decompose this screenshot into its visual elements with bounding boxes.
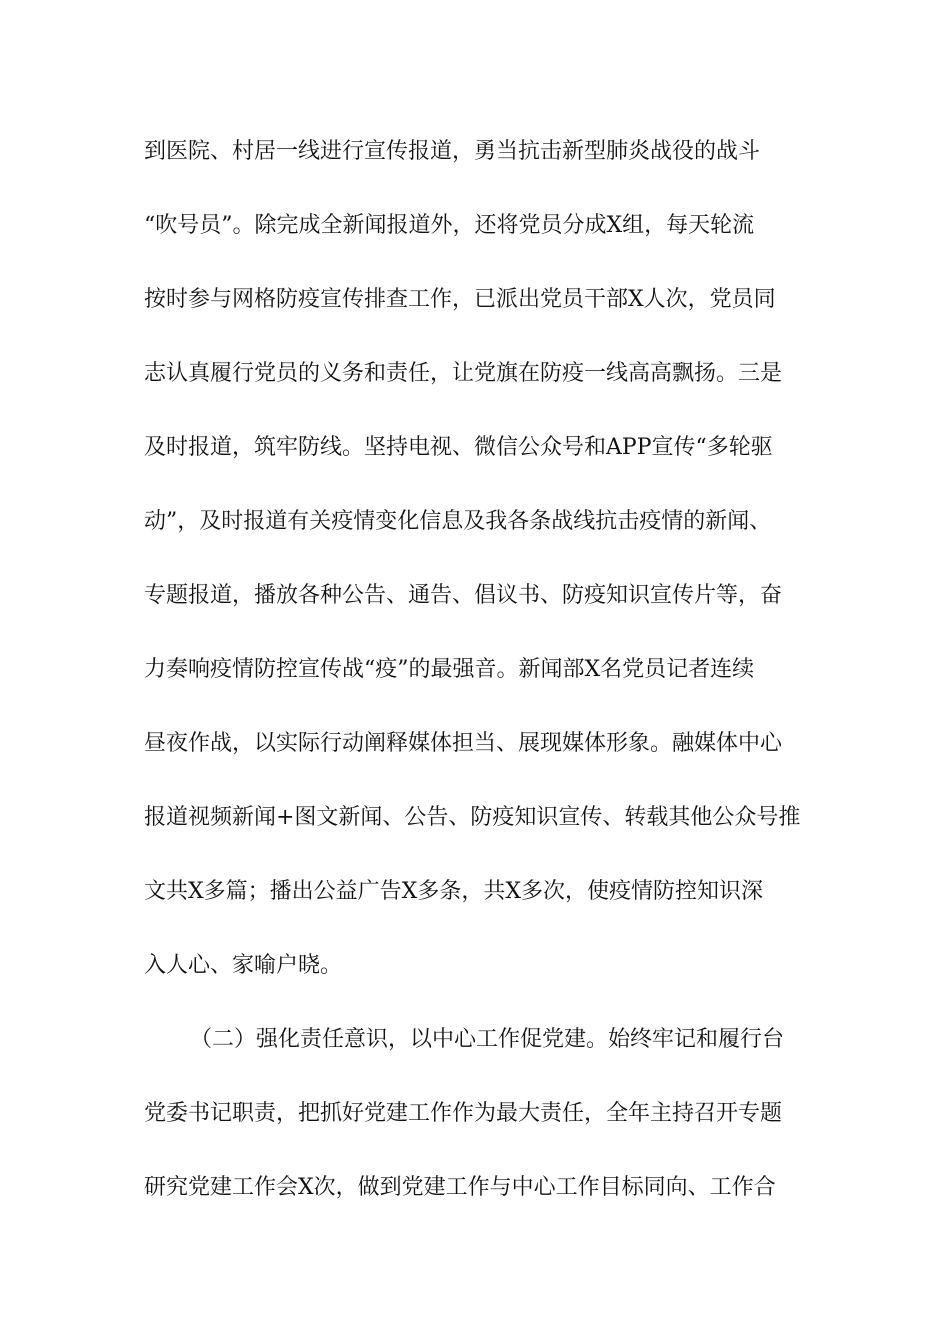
paragraph-line: 报道视频新闻+图文新闻、公告、防疫知识宣传、转载其他公众号推 (144, 805, 801, 830)
paragraph-line: “吹号员”。除完成全新闻报道外，还将党员分成X组，每天轮流 (144, 213, 755, 238)
paragraph-line: 研究党建工作会X次，做到党建工作与中心工作目标同向、工作合 (144, 1175, 776, 1200)
paragraph-line: 昼夜作战，以实际行动阐释媒体担当、展现媒体形象。融媒体中心 (144, 731, 783, 756)
paragraph-line: 专题报道，播放各种公告、通告、倡议书、防疫知识宣传片等，奋 (144, 583, 783, 608)
paragraph-line: 到医院、村居一线进行宣传报道，勇当抗击新型肺炎战役的战斗 (144, 139, 761, 164)
paragraph-line: 按时参与网格防疫宣传排查工作，已派出党员干部X人次，党员同 (144, 287, 776, 312)
paragraph-line: 力奏响疫情防控宣传战“疫”的最强音。新闻部X名党员记者连续 (144, 657, 755, 682)
paragraph-line: 动”，及时报道有关疫情变化信息及我各条战线抗击疫情的新闻、 (144, 509, 772, 534)
paragraph-line: 及时报道，筑牢防线。坚持电视、微信公众号和APP宣传“多轮驱 (144, 435, 773, 460)
paragraph-line: 志认真履行党员的义务和责任，让党旗在防疫一线高高飘扬。三是 (144, 361, 783, 386)
paragraph-line: 入人心、家喻户晓。 (144, 953, 343, 978)
paragraph-line: 文共X多篇；播出公益广告X多条，共X多次，使疫情防控知识深 (144, 879, 763, 904)
section-heading-line: （二）强化责任意识，以中心工作促党建。始终牢记和履行台 (190, 1027, 785, 1052)
paragraph-line: 党委书记职责，把抓好党建工作作为最大责任，全年主持召开专题 (144, 1101, 783, 1126)
